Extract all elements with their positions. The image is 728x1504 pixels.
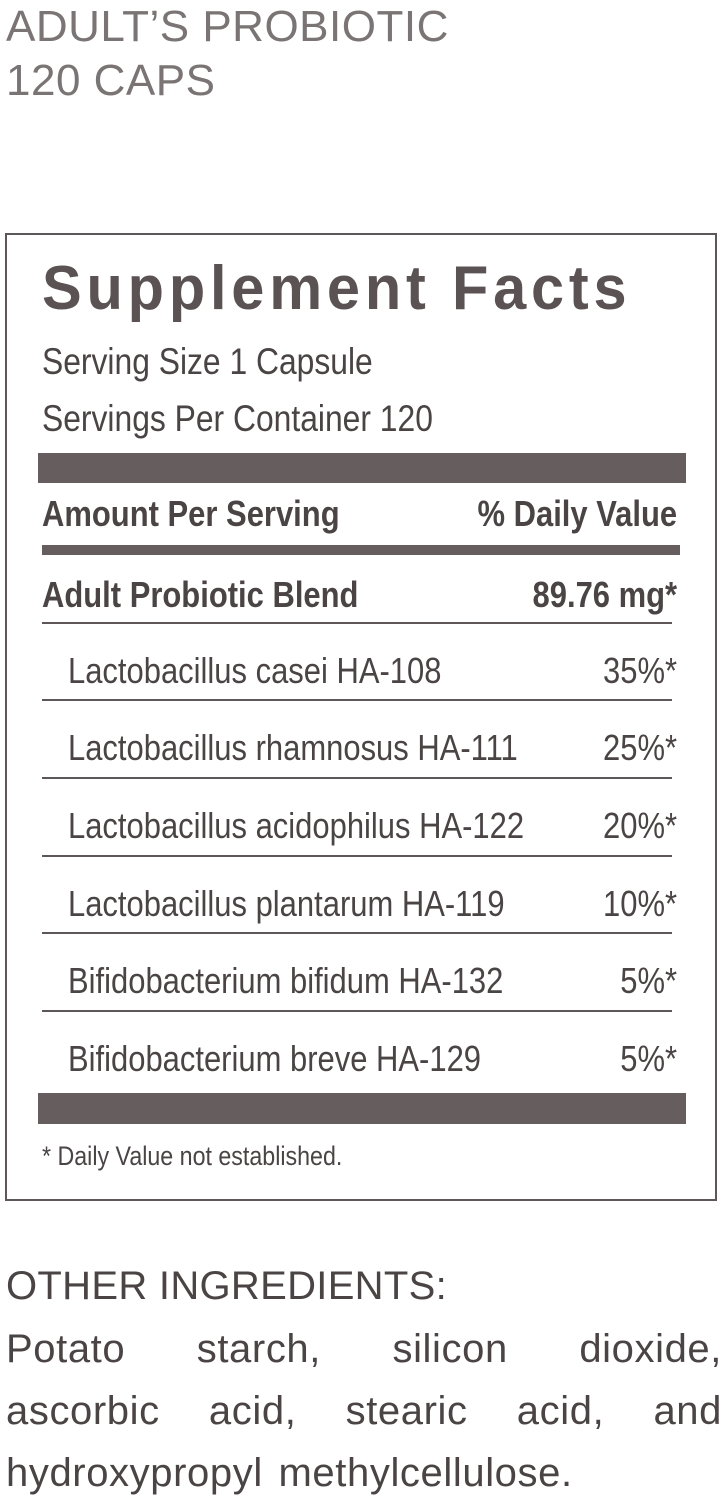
supplement-facts-title: Supplement Facts: [42, 254, 632, 323]
thick-divider-bottom: [38, 1093, 686, 1124]
blend-name: Adult Probiotic Blend: [42, 574, 359, 615]
strain-row: [42, 643, 677, 699]
servings-per-container: Servings Per Container 120: [42, 398, 433, 439]
row-rule: [42, 622, 672, 624]
daily-value-footnote: * Daily Value not established.: [42, 1141, 343, 1171]
medium-divider: [42, 545, 680, 555]
strain-percent: 5%*: [620, 1038, 677, 1079]
supplement-facts-panel: [5, 233, 717, 1201]
blend-row: [42, 569, 677, 621]
amount-per-serving-label: Amount Per Serving: [42, 493, 340, 534]
row-rule: [42, 1010, 672, 1012]
daily-value-label: % Daily Value: [477, 493, 677, 534]
strain-row: [42, 953, 677, 1009]
strain-row: [42, 798, 677, 854]
product-title: [6, 0, 449, 108]
strain-percent: 10%*: [602, 883, 677, 924]
thick-divider-top: [38, 453, 686, 483]
strain-percent: 20%*: [602, 805, 677, 846]
strain-name: Bifidobacterium bifidum HA-132: [68, 960, 504, 1001]
strain-row: [42, 876, 677, 932]
blend-amount: 89.76 mg*: [532, 574, 677, 615]
serving-size: Serving Size 1 Capsule: [42, 341, 373, 382]
strain-name: Lactobacillus plantarum HA-119: [68, 883, 505, 924]
strain-row: [42, 720, 677, 776]
strain-name: Lactobacillus rhamnosus HA-111: [68, 727, 518, 768]
strain-name: Bifidobacterium breve HA-129: [68, 1038, 482, 1079]
product-title-line2: 120 CAPS: [6, 56, 216, 105]
row-rule: [42, 777, 672, 779]
amount-header-row: [42, 489, 677, 539]
product-title-line1: ADULT’S PROBIOTIC: [6, 2, 449, 51]
row-rule: [42, 932, 672, 934]
strain-percent: 35%*: [602, 650, 677, 691]
strain-percent: 25%*: [602, 727, 677, 768]
strain-name: Lactobacillus casei HA-108: [68, 650, 442, 691]
other-ingredients-text: Potato starch, silicon dioxide, ascorbic acid, stearic acid, and hydroxypropyl methylcellulose.: [6, 1327, 722, 1495]
strain-percent: 5%*: [620, 960, 677, 1001]
row-rule: [42, 699, 672, 701]
other-ingredients-heading: OTHER INGREDIENTS:: [6, 1264, 447, 1308]
row-rule: [42, 855, 672, 857]
strain-name: Lactobacillus acidophilus HA-122: [68, 805, 525, 846]
strain-row: [42, 1031, 677, 1087]
